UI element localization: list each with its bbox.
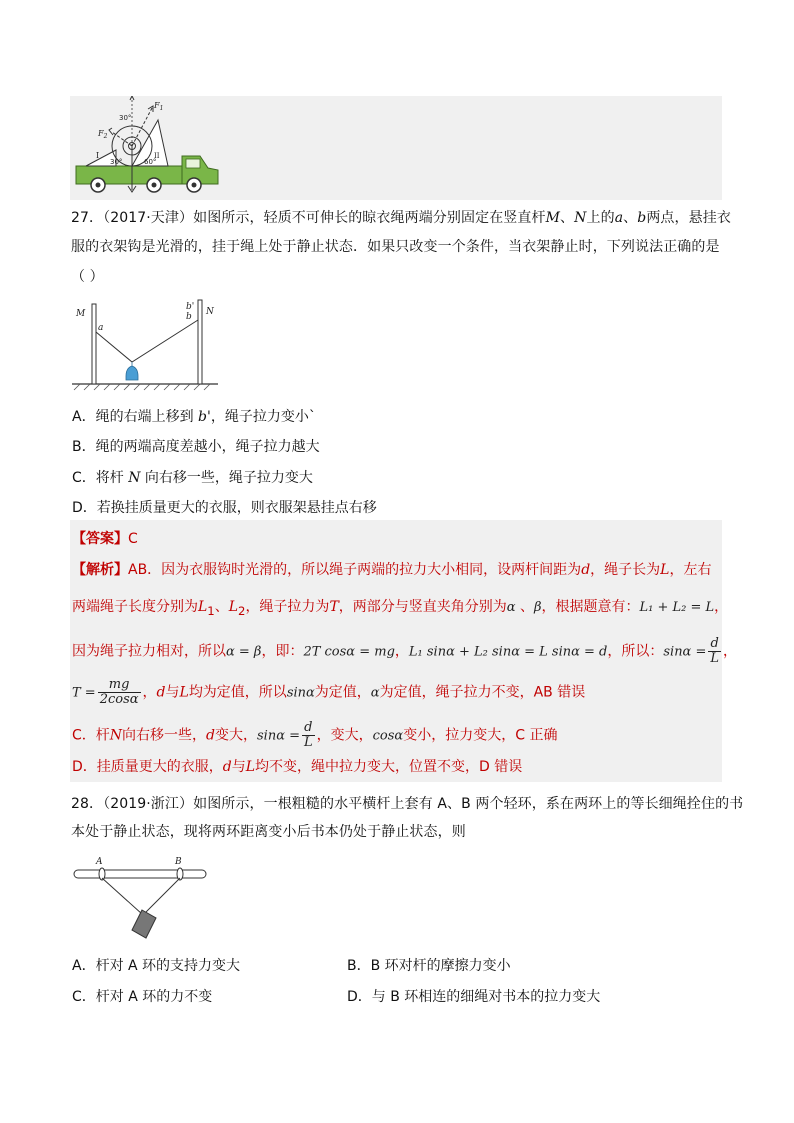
analysis-line2: 两端绳子长度分别为$L_1$、$L_2$，绳子拉力为T，两部分与竖直夹角分别为α 、β，根据题意有：L₁ + L₂ = L，	[72, 599, 729, 618]
horizontal-rod	[74, 870, 206, 878]
analysis-line6: D．挂质量更大的衣服，d与L均不变，绳中拉力变大，位置不变，D 错误	[72, 759, 523, 775]
label-side-i: I	[96, 151, 100, 160]
label-30-top: 30°	[119, 114, 132, 122]
truck-window	[186, 159, 200, 168]
truck-figure	[72, 96, 224, 200]
frac-d-over-l-2: $\frac{d}{L}$	[304, 720, 313, 750]
q27-line3: （ ）	[71, 269, 104, 285]
q27-line2: 服的衣架钩是光滑的，挂于绳上处于静止状态．如果只改变一个条件，当衣架静止时，下列说法正确的是	[71, 239, 720, 255]
label-60: 60°	[144, 158, 157, 166]
clothesline-figure	[72, 296, 222, 394]
answer-value: C	[128, 531, 138, 547]
label-b: b	[186, 312, 192, 322]
eq-geometry: L₁ sinα + L₂ sinα = L sinα = d	[408, 644, 608, 660]
frac-tension: $\frac{mg}{2\cos\alpha}$	[99, 677, 139, 707]
label-ring-b: B	[175, 857, 182, 867]
analysis-line5: C．杆N向右移一些，d变大，sinα = $\frac{d}{L}$ ，变大，cosα变小，拉力变大，C 正确	[72, 720, 558, 750]
book	[132, 910, 156, 938]
pole-m	[92, 304, 96, 384]
analysis-line4: T = $\frac{mg}{2\cos\alpha}$ ，d与L均为定值，所以sinα为定值，α为定值，绳子拉力不变，AB 错误	[72, 677, 586, 707]
frac-d-over-l: $\frac{d}{L}$	[710, 636, 720, 666]
eq-length-sum: L₁ + L₂ = L	[639, 600, 715, 615]
q28-option-c[interactable]: C．杆对 A 环的力不变	[72, 989, 213, 1005]
label-f1: $F_1$	[154, 101, 164, 112]
eq-force-balance: 2T cosα = mg	[303, 644, 395, 660]
answer-line: 【答案】C	[72, 531, 138, 547]
clothes-hanger	[126, 362, 138, 380]
q27-option-b[interactable]: B．绳的两端高度差越小，绳子拉力越大	[72, 439, 320, 455]
q28-option-a[interactable]: A．杆对 A 环的支持力变大	[72, 958, 241, 974]
clothes-rope	[96, 320, 198, 362]
pole-n	[198, 300, 202, 384]
label-side-ii: II	[154, 152, 160, 160]
label-b-prime: b'	[186, 302, 195, 312]
q28-line2: 本处于静止状态，现将两环距离变小后书本仍处于静止状态，则	[71, 824, 466, 840]
q27-option-a[interactable]: A．绳的右端上移到 b'，绳子拉力变小`	[72, 409, 316, 425]
q27-option-d[interactable]: D．若换挂质量更大的衣服，则衣服架悬挂点右移	[72, 500, 377, 516]
q28-line1: 28．（2019·浙江）如图所示，一根粗糙的水平横杆上套有 A、B 两个轻环，系在两环上的等长细绳拴住的书	[71, 796, 744, 812]
label-ring-a: A	[96, 857, 103, 867]
label-a: a	[98, 323, 104, 333]
label-f2: $F_2$	[98, 129, 108, 140]
analysis-line1: 【解析】AB．因为衣服钩时光滑的，所以绳子两端的拉力大小相同，设两杆间距为d，绳子长为L，左右	[72, 562, 712, 578]
label-n: N	[206, 307, 214, 317]
book-rings-figure	[72, 852, 212, 942]
q28-option-d[interactable]: D．与 B 环相连的细绳对书本的拉力变大	[347, 989, 601, 1005]
label-30-bottom: 30°	[110, 158, 123, 166]
analysis-line3: 因为绳子拉力相对，所以α = β，即：2T cosα = mg，L₁ sinα + L₂ sinα = L sinα = d，所以：sinα = $\frac{d}{L}$ ，	[72, 636, 738, 666]
label-m: M	[76, 309, 86, 319]
q27-line1: 27．（2017·天津）如图所示，轻质不可伸长的晾衣绳两端分别固定在竖直杆M、N上的a、b两点，悬挂衣	[71, 210, 731, 226]
q28-option-b[interactable]: B．B 环对杆的摩擦力变小	[347, 958, 511, 974]
q27-option-c[interactable]: C．将杆 N 向右移一些，绳子拉力变大	[72, 470, 313, 486]
